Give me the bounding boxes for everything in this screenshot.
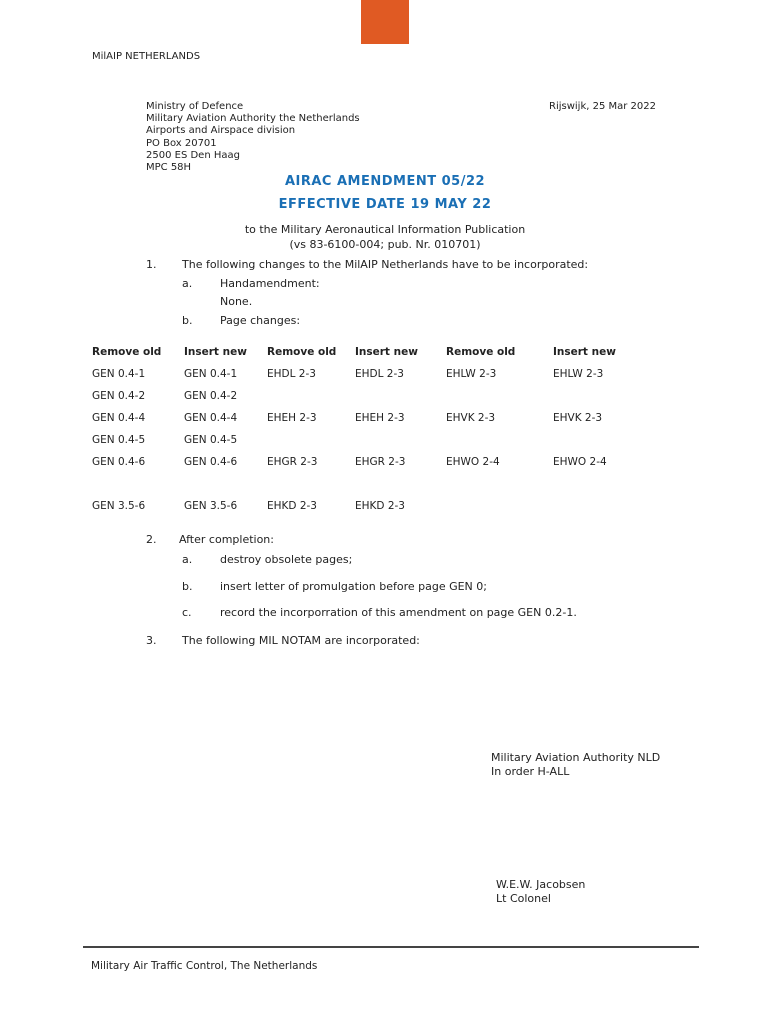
subtitle-line-1: to the Military Aeronautical Information Publication [244, 223, 526, 236]
table-cell: GEN 0.4-1 [92, 368, 146, 380]
page-header-title: MilAIP NETHERLANDS [92, 51, 201, 62]
orange-tab-marker [361, 0, 409, 44]
table-header: Remove old [267, 346, 337, 358]
subtitle-line-2: (vs 83-6100-004; pub. Nr. 010701) [289, 238, 481, 251]
address-line: MPC 58H [146, 162, 192, 174]
table-cell: EHLW 2-3 [553, 368, 604, 380]
address-line: PO Box 20701 [146, 137, 217, 149]
table-cell: EHVK 2-3 [446, 412, 496, 424]
footer-divider [83, 946, 699, 948]
item-1a-value: None. [220, 295, 253, 308]
item-3-text: The following MIL NOTAM are incorporated: [182, 634, 420, 647]
item-1b-text: Page changes: [220, 314, 301, 327]
table-header: Insert new [184, 346, 247, 358]
table-cell: EHGR 2-3 [267, 456, 318, 468]
table-cell: EHGR 2-3 [355, 456, 406, 468]
item-2a-text: destroy obsolete pages; [220, 553, 353, 566]
item-2-text: After completion: [179, 533, 274, 546]
table-cell: EHEH 2-3 [267, 412, 317, 424]
table-cell: GEN 0.4-5 [92, 434, 146, 446]
table-header: Insert new [355, 346, 418, 358]
table-cell: EHDL 2-3 [267, 368, 316, 380]
address-line: 2500 ES Den Haag [146, 149, 240, 161]
address-line: Military Aviation Authority the Netherlands [146, 113, 360, 125]
item-2a-letter: a. [182, 553, 193, 566]
amendment-title: AIRAC AMENDMENT 05/22 [284, 174, 486, 189]
item-1a-letter: a. [182, 277, 193, 290]
address-line: Airports and Airspace division [146, 125, 296, 137]
table-cell: GEN 0.4-2 [184, 390, 238, 402]
item-1b-letter: b. [182, 314, 193, 327]
table-header: Insert new [553, 346, 616, 358]
signatory-name: W.E.W. Jacobsen [496, 878, 586, 891]
table-cell: EHLW 2-3 [446, 368, 497, 380]
table-cell: EHKD 2-3 [267, 500, 317, 512]
table-cell: GEN 0.4-5 [184, 434, 238, 446]
effective-date-title: EFFECTIVE DATE 19 MAY 22 [278, 197, 492, 212]
table-header: Remove old [92, 346, 162, 358]
table-cell: EHWO 2-4 [446, 456, 500, 468]
item-1-number: 1. [146, 258, 157, 271]
place-date: Rijswijk, 25 Mar 2022 [549, 101, 656, 112]
item-2-number: 2. [146, 533, 157, 546]
table-cell: EHEH 2-3 [355, 412, 405, 424]
item-2c-letter: c. [182, 606, 192, 619]
item-1-text: The following changes to the MilAIP Netherlands have to be incorporated: [182, 258, 589, 271]
item-2b-letter: b. [182, 580, 193, 593]
table-cell: EHKD 2-3 [355, 500, 405, 512]
item-3-number: 3. [146, 634, 157, 647]
sender-address [146, 101, 360, 174]
table-header: Remove old [446, 346, 516, 358]
signatory-rank: Lt Colonel [496, 892, 551, 905]
table-cell: GEN 0.4-6 [92, 456, 146, 468]
table-cell: EHVK 2-3 [553, 412, 603, 424]
item-2c-text: record the incorporration of this amendment on page GEN 0.2-1. [220, 606, 577, 619]
footer-text: Military Air Traffic Control, The Netherlands [91, 960, 318, 972]
table-cell: GEN 0.4-4 [92, 412, 146, 424]
table-cell: GEN 0.4-4 [184, 412, 238, 424]
item-1a-text: Handamendment: [220, 277, 320, 290]
signing-order: In order H-ALL [491, 765, 570, 778]
table-cell: GEN 0.4-2 [92, 390, 146, 402]
table-cell: GEN 0.4-6 [184, 456, 238, 468]
table-cell: EHWO 2-4 [553, 456, 607, 468]
table-cell: GEN 0.4-1 [184, 368, 238, 380]
signing-authority: Military Aviation Authority NLD [491, 751, 661, 764]
table-cell: GEN 3.5-6 [92, 500, 146, 512]
address-line: Ministry of Defence [146, 101, 244, 112]
table-cell: EHDL 2-3 [355, 368, 404, 380]
table-cell: GEN 3.5-6 [184, 500, 238, 512]
item-2b-text: insert letter of promulgation before page GEN 0; [220, 580, 487, 593]
